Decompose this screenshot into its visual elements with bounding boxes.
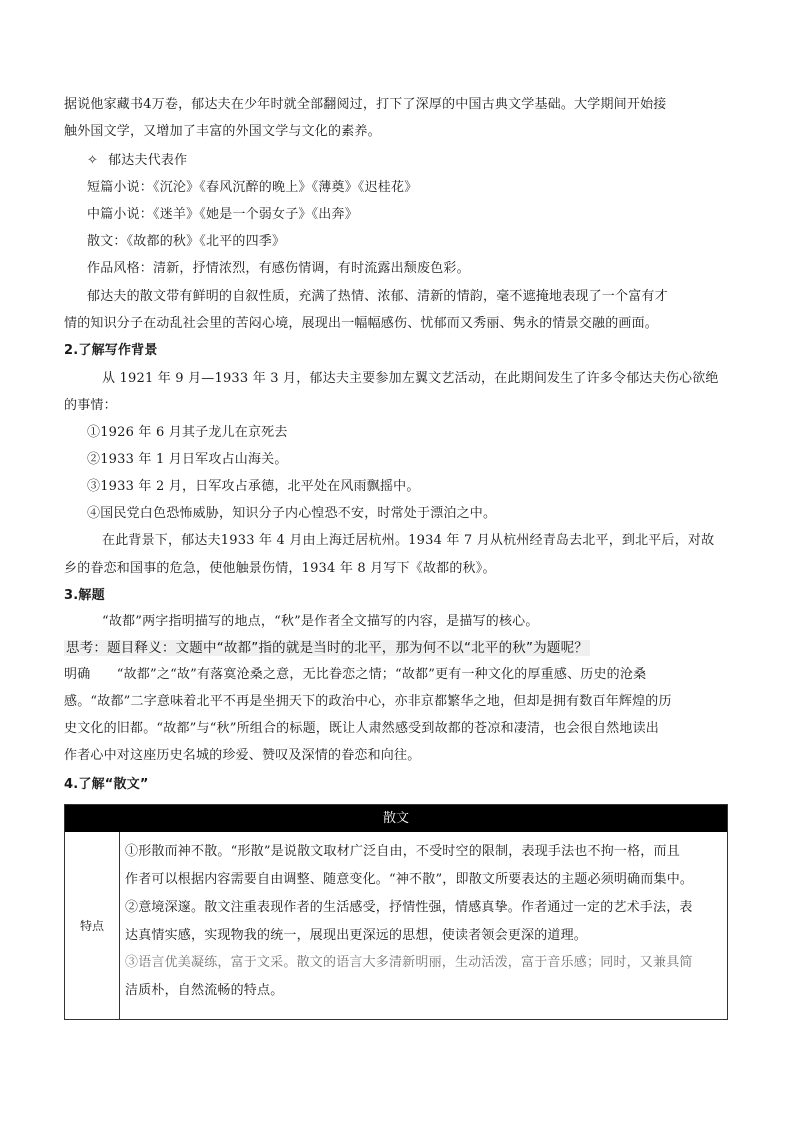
table-cell-line: ②意境深邃。散文注重表现作者的生活感受，抒情性强，情感真挚。作者通过一定的艺术手法，表 [125, 900, 693, 915]
table-cell-line: 达真情实感，实现物我的统一，展现出更深远的思想，使读者领会更深的道理。 [125, 928, 588, 943]
background-item: ①1926 年 6 月其子龙儿在京死去 [87, 425, 288, 440]
works-heading: 郁达夫代表作 [108, 153, 188, 168]
table-cell-line: 作者可以根据内容需要自由调整、随意变化。“神不散”，即散文所要表达的主题必须明确而集中。 [125, 872, 694, 887]
answer-line: 史文化的旧都。“故都”与“秋”所组合的标题，既让人肃然感受到故都的苍凉和凄清，也会很自然地读出 [64, 721, 659, 736]
section-2-para2: 乡的眷恋和国事的危急，使他触景伤情，1934 年 8 月写下《故都的秋》。 [64, 561, 496, 576]
background-item: ④国民党白色恐怖威胁，知识分子内心惶恐不安，时常处于漂泊之中。 [87, 506, 497, 521]
intro-line: 据说他家藏书4万卷，郁达夫在少年时就全部翻阅过，打下了深厚的中国古典文学基础。大学期间开始接 [64, 97, 667, 112]
table-cell-line: ③语言优美凝练，富于文采。散文的语言大多清新明丽，生动活泼，富于音乐感；同时，又兼具简 [125, 955, 693, 970]
table-cell-line: ①形散而神不散。“形散”是说散文取材广泛自由，不受时空的限制，表现手法也不拘一格，而且 [125, 844, 680, 859]
works-heading-row [87, 153, 187, 169]
works-line: 散文：《故都的秋》《北平的四季》 [87, 234, 286, 249]
section-4-title: 4.了解“散文” [64, 777, 149, 792]
row-label: 特点 [79, 919, 104, 933]
intro-line: 触外国文学，又增加了丰富的外国文学与文化的素养。 [64, 124, 381, 139]
section-3-title: 3.解题 [64, 588, 105, 603]
background-item: ③1933 年 2 月，日军攻占承德，北平处在风雨飘摇中。 [87, 479, 420, 494]
column-divider [119, 832, 120, 1019]
table-header: 散文 [65, 805, 727, 832]
answer-line: 明确 “故都”之“故”有落寞沧桑之意，无比眷恋之情；“故都”更有一种文化的厚重感、历史的沧桑 [64, 667, 647, 682]
section-2-para2: 在此背景下，郁达夫1933 年 4 月由上海迁居杭州。1934 年 7 月从杭州经青岛去北平，到北平后，对故 [102, 533, 715, 548]
answer-line: 感。“故都”二字意味着北平不再是坐拥天下的政治中心，亦非京都繁华之地，但却是拥有数百年辉煌的历 [64, 694, 672, 709]
diamond-outline-icon: ✧ [87, 153, 99, 168]
section-3-line: “故都”两字指明描写的地点，“秋”是作者全文描写的内容，是描写的核心。 [102, 614, 539, 629]
think-question-text: 思考：题目释义：文题中“故都”指的就是当时的北平，那为何不以“北平的秋”为题呢？ [66, 640, 588, 656]
works-line: 短篇小说：《沉沦》《春风沉醉的晚上》《薄奠》《迟桂花》 [87, 180, 418, 195]
section-2-title: 2.了解写作背景 [64, 343, 158, 358]
answer-line: 作者心中对这座历史名城的珍爱、赞叹及深情的眷恋和向往。 [64, 748, 421, 763]
think-question [64, 640, 590, 657]
works-line: 作品风格：清新，抒情浓烈，有感伤情调，有时流露出颓废色彩。 [87, 261, 470, 276]
section-2-para: 从 1921 年 9 月—1933 年 3 月，郁达夫主要参加左翼文艺活动，在此期间发生了许多令郁达夫伤心欲绝 [102, 371, 719, 386]
prose-table [64, 804, 728, 1020]
style-para-line: 郁达夫的散文带有鲜明的自叙性质，充满了热情、浓郁、清新的情韵，毫不遮掩地表现了一个富有才 [87, 289, 668, 304]
background-item: ②1933 年 1 月日军攻占山海关。 [87, 452, 288, 467]
style-para-line: 情的知识分子在动乱社会里的苦闷心境，展现出一幅幅感伤、忧郁而又秀丽、隽永的情景交融的画面。 [64, 316, 659, 331]
works-line: 中篇小说：《迷羊》《她是一个弱女子》《出奔》 [87, 207, 358, 222]
section-2-para: 的事情： [64, 398, 117, 413]
table-cell-line: 洁质朴，自然流畅的特点。 [125, 983, 284, 998]
